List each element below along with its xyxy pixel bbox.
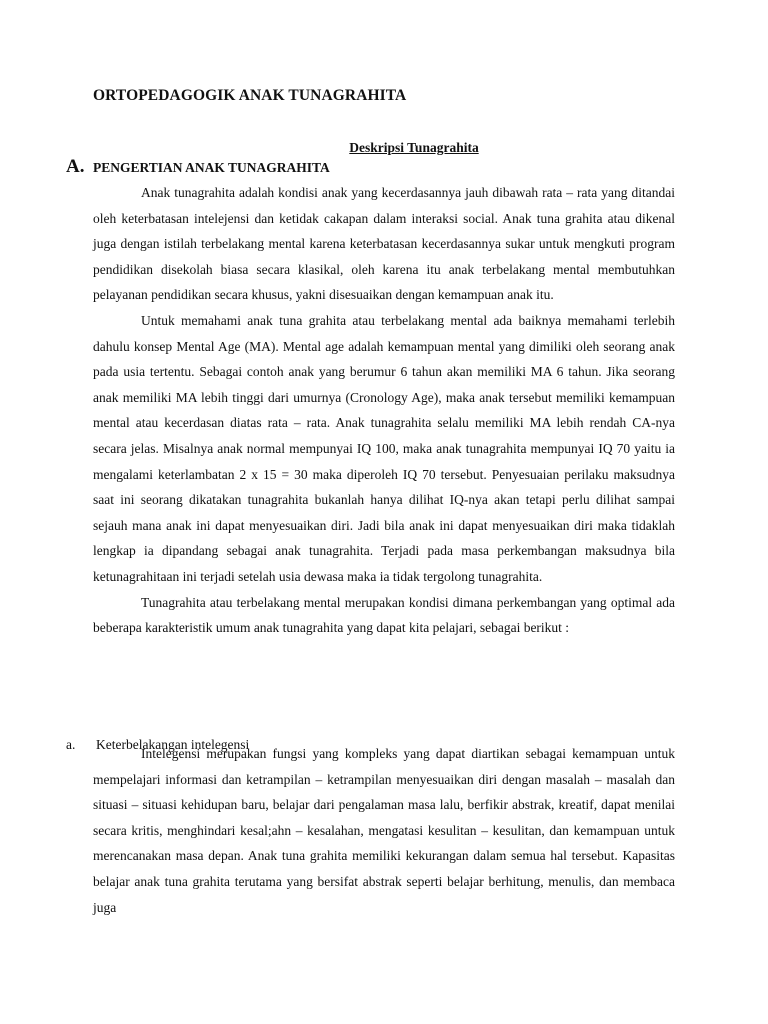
sub-item-marker: a.: [66, 737, 76, 752]
section-body: [93, 180, 675, 641]
paragraph: Tunagrahita atau terbelakang mental merupakan kondisi dimana perkembangan yang optimal ada beberapa karakteristik umum anak tunagrahita yang dapat kita pelajari, sebagai berikut :: [93, 594, 675, 636]
section-marker: A.: [66, 156, 85, 177]
document-subtitle: Deskripsi Tunagrahita: [349, 140, 479, 155]
paragraph: Intelegensi merupakan fungsi yang kompleks yang dapat diartikan sebagai kemampuan untuk mempelajari informasi dan ketrampilan – ketrampilan menyesuaikan diri dengan masalah – masalah dan situasi – situasi kehidupan baru, belajar dari pengalaman masa lalu, berfikir abstrak, kreatif, dapat menilai secara kritis, menghindari kesal;ahn – kesalahan, mengatasi kesulitan – kesulitan, dan kemampuan untuk merencanakan masa depan. Anak tuna grahita memiliki kekurangan dalam semua hal tersebut. Kapasitas belajar anak tuna grahita terutama yang bersifat abstrak seperti belajar berhitung, menulis, dan membaca juga: [93, 746, 675, 915]
section-heading-label: PENGERTIAN ANAK TUNAGRAHITA: [93, 160, 330, 175]
sub-item-body: [93, 741, 675, 920]
paragraph: Untuk memahami anak tuna grahita atau terbelakang mental ada baiknya memahami terlebih dahulu konsep Mental Age (MA). Mental age adalah kemampuan mental yang dimiliki oleh seorang anak pada usia tertentu. Sebagai contoh anak yang berumur 6 tahun akan memiliki MA 6 tahun. Jika seorang anak memiliki MA lebih tinggi dari umurnya (Cronology Age), maka anak tersebut memiliki kemampuan mental atau kecerdasan diatas rata – rata. Anak tunagrahita selalu memiliki MA lebih rendah CA-nya secara jelas. Misalnya anak normal mempunyai IQ 100, maka anak tunagrahita mempunyai IQ 70 yaitu ia mengalami keterlambatan 2 x 15 = 30 maka diperoleh IQ 70 tersebut. Penyesuaian perilaku maksudnya saat ini seorang dikatakan tunagrahita bukanlah hanya dilihat IQ-nya akan tetapi perlu dilihat sampai sejauh mana anak ini dapat menyesuaikan diri. Jadi bila anak ini dapat menyesuaikan diri maka tidaklah lengkap ia dipandang sebagai anak tunagrahita. Terjadi pada masa perkembangan maksudnya bila ketunagrahitaan ini terjadi setelah usia dewasa maka ia tidak tergolong tunagrahita.: [93, 312, 675, 584]
sub-item-label: Keterbelakangan intelegensi: [96, 737, 250, 752]
document-title: ORTOPEDAGOGIK ANAK TUNAGRAHITA: [93, 87, 407, 104]
section-heading: [66, 156, 330, 178]
paragraph: Anak tunagrahita adalah kondisi anak yang kecerdasannya jauh dibawah rata – rata yang ditandai oleh keterbatasan intelejensi dan ketidak cakapan dalam interaksi social. Anak tuna grahita atau dikenal juga dengan istilah terbelakang mental karena keterbatasan kecerdasannya sukar untuk mengkuti program pendidikan disekolah biasa secara klasikal, oleh karena itu anak terbelakang mental membutuhkan pelayanan pendidikan secara khusus, yakni disesuaikan dengan kemampuan anak itu.: [93, 185, 675, 303]
